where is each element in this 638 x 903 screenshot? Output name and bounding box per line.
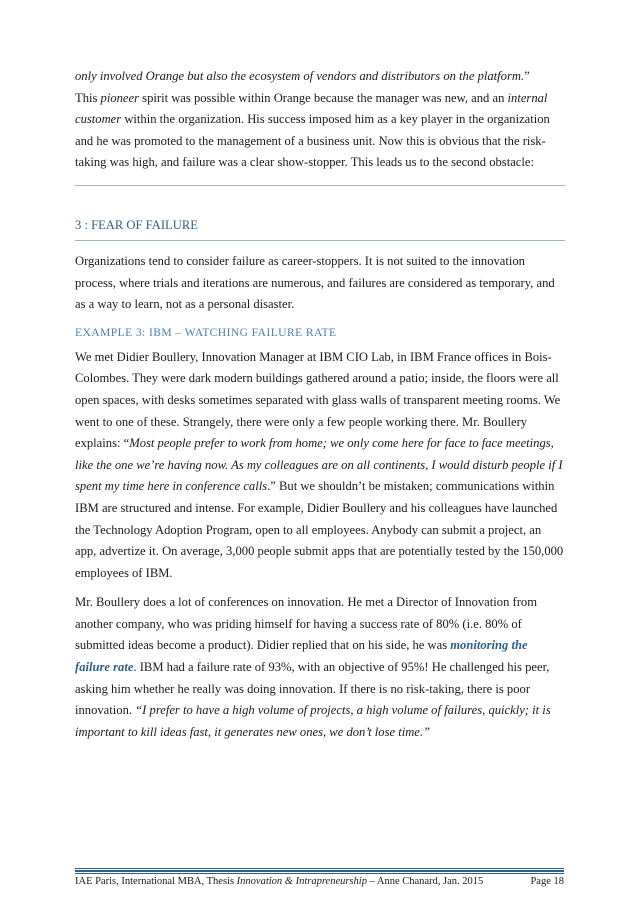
closing-quote: ” xyxy=(524,69,530,83)
text-run: This xyxy=(75,90,101,105)
intro-paragraph xyxy=(75,66,565,174)
highlight-monitoring-failure-rate: monitoring the failure rate xyxy=(75,638,528,675)
intro-quote-end: only involved Orange but also the ecosystem of vendors and distributors on the platform. xyxy=(75,69,525,83)
footer-text: – Anne Chanard, Jan. 2015 xyxy=(366,876,484,887)
heading-underline xyxy=(75,240,565,241)
page-number: Page 18 xyxy=(530,876,564,887)
text-run: spirit was possible within Orange because the manager was new, and an xyxy=(139,90,508,105)
text-run: .” But we shouldn’t be mistaken; communications within IBM are structured and intense. For example, Didier Boullery and his colleagues have launched the Technology Adoption Program, open to all employees. Anybody can submit a project, an app, advertize it. On average, 3,000 people submit apps that are potentially tested by the 150,000 employees of IBM. xyxy=(75,479,564,580)
text-run: within the organization. His success imposed him as a key player in the organization and he was promoted to the management of a business unit. Now this is obvious that the risk-taking was high, and failure was a clear show-stopper. This leads us to the second obstacle: xyxy=(75,112,550,170)
example-paragraph-1 xyxy=(75,347,565,585)
page-content xyxy=(75,66,565,743)
text-run: We met Didier Boullery, Innovation Manager at IBM CIO Lab, in IBM France offices in Bois-Colombes. They were dark modern buildings gathered around a patio; inside, the floors were all open spaces, with desks sometimes separated with glass walls of transparent meeting rooms. We went to one of these. Strangely, there were only a few people working there. Mr. Boullery explains: “ xyxy=(75,349,561,451)
quote-italic: “I prefer to have a high volume of projects, a high volume of failures, quickly; it is important to kill ideas fast, it generates new ones, we don’t lose time.” xyxy=(75,703,551,739)
emphasis-pioneer: pioneer xyxy=(100,90,140,105)
section-heading: 3 : FEAR OF FAILURE xyxy=(75,217,198,232)
text-run: Mr. Boullery does a lot of conferences on innovation. He met a Director of Innovation from another company, who was priding himself for having a success rate of 80% (i.e. 80% of submitted ideas become a product). Didier replied that on his side, he was xyxy=(75,595,537,653)
emphasis-internal-customer: internal customer xyxy=(75,90,548,127)
page-footer xyxy=(75,875,564,889)
text-run: . IBM had a failure rate of 93%, with an objective of 95%! He challenged his peer, asking him whether he really was doing innovation. If there is no risk-taking, there is poor innovation. xyxy=(75,660,550,718)
footer-thesis-title: Innovation & Intrapreneurship xyxy=(236,876,367,887)
divider xyxy=(75,185,565,186)
example-heading: EXAMPLE 3: IBM – WATCHING FAILURE RATE xyxy=(75,325,337,339)
quote-italic: Most people prefer to work from home; we only come here for face to face meetings, like the one we’re having now. As my colleagues are on all continents, I would disturb people if I spent my time here in conference calls xyxy=(75,436,563,494)
footer-left xyxy=(75,875,483,889)
section-paragraph: Organizations tend to consider failure as career-stoppers. It is not suited to the innovation process, where trials and iterations are numerous, and failures are considered as temporary, and as a way to learn, not as a personal disaster. xyxy=(75,253,555,312)
footer-text: IAE Paris, International MBA, Thesis xyxy=(75,876,237,887)
footer-rule xyxy=(75,868,564,874)
example-paragraph-2 xyxy=(75,592,565,743)
